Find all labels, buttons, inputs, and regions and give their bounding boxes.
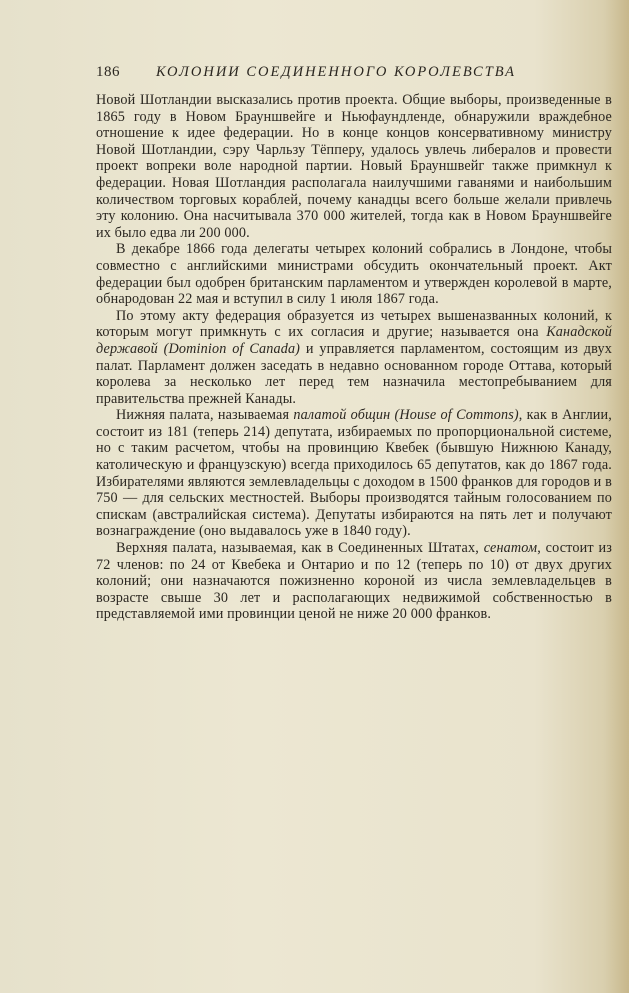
paragraph-text: , состоит из 72 членов: по 24 от Квебека и Онтарио и по 12 (теперь по 10) от двух других колоний; они назначаются пожизненно короной из числа землевладельцев в возрасте свыше 30 лет и располагающих недвижимой собственностью в представляемой ими провинции ценой не ниже 20 000 франков. bbox=[96, 540, 612, 623]
paragraph: Новой Шотландии высказались против проекта. Общие выборы, произведенные в 1865 году в Новом Брауншвейге и Ньюфаундленде, обнаружили враждебное отношение к идее федерации. Но в конце концов консервативному министру Новой Шотландии, сэру Чарльзу Тёпперу, удалось увлечь либералов и провести проект вопреки воле народной партии. Новый Брауншвейг также примкнул к федерации. Новая Шотландия располагала наилучшими гаванями и наибольшим количеством торговых кораблей, почему канадцы всего больше желали привлечь эту колонию. Она насчитывала 370 000 жителей, тогда как в Новом Брауншвейге их было едва ли 200 000. bbox=[96, 92, 612, 241]
paragraph-text: , как в Англии, состоит из 181 (теперь 214) депутата, избираемых по пропорциональной системе, но с таким расчетом, чтобы на провинцию Квебек (бывшую Нижнюю Канаду, католическую и французскую) всегда приходилось 65 депутатов, как до 1867 года. Избирателями являются землевладельцы с доходом в 1500 франков для городов и в 750 — для сельских местностей. Выборы производятся тайным голосованием по спискам (австралийская система). Депутаты избираются на пять лет и получают вознаграждение (оно выдавалось уже в 1840 году). bbox=[96, 407, 612, 540]
paragraph bbox=[96, 308, 612, 408]
paragraph-text: По этому акту федерация образуется из четырех вышеназванных колоний, к которым могут примкнуть с их согласия и другие; называется она bbox=[96, 307, 612, 341]
running-title: КОЛОНИИ СОЕДИНЕННОГО КОРОЛЕВСТВА bbox=[156, 64, 516, 80]
paragraph bbox=[96, 540, 612, 623]
page-body bbox=[96, 92, 612, 623]
paragraph: В декабре 1866 года делегаты четырех колоний собрались в Лондоне, чтобы совместно с английскими министрами обсудить окончательный проект. Акт федерации был одобрен британским парламентом и утвержден королевой в марте, обнародован 22 мая и вступил в силу 1 июля 1867 года. bbox=[96, 241, 612, 308]
page-header bbox=[96, 64, 546, 81]
paragraph-text: Нижняя палата, называемая bbox=[116, 407, 294, 424]
emphasized-term: Канадской державой (Dominion of Canada) bbox=[96, 324, 612, 357]
emphasized-term: сенатом bbox=[483, 540, 538, 557]
emphasized-term: палатой общин (House of Commons) bbox=[293, 407, 519, 424]
paragraph bbox=[96, 407, 612, 540]
page-number: 186 bbox=[96, 64, 120, 80]
paragraph-text: Верхняя палата, называемая, как в Соединенных Штатах, bbox=[116, 540, 484, 557]
paragraph-text: и управляется парламентом, состоящим из двух палат. Парламент должен заседать в недавно основанном городе Оттава, который королева за несколько лет перед тем назначила местопребыванием для правительства прежней Канады. bbox=[96, 340, 612, 407]
